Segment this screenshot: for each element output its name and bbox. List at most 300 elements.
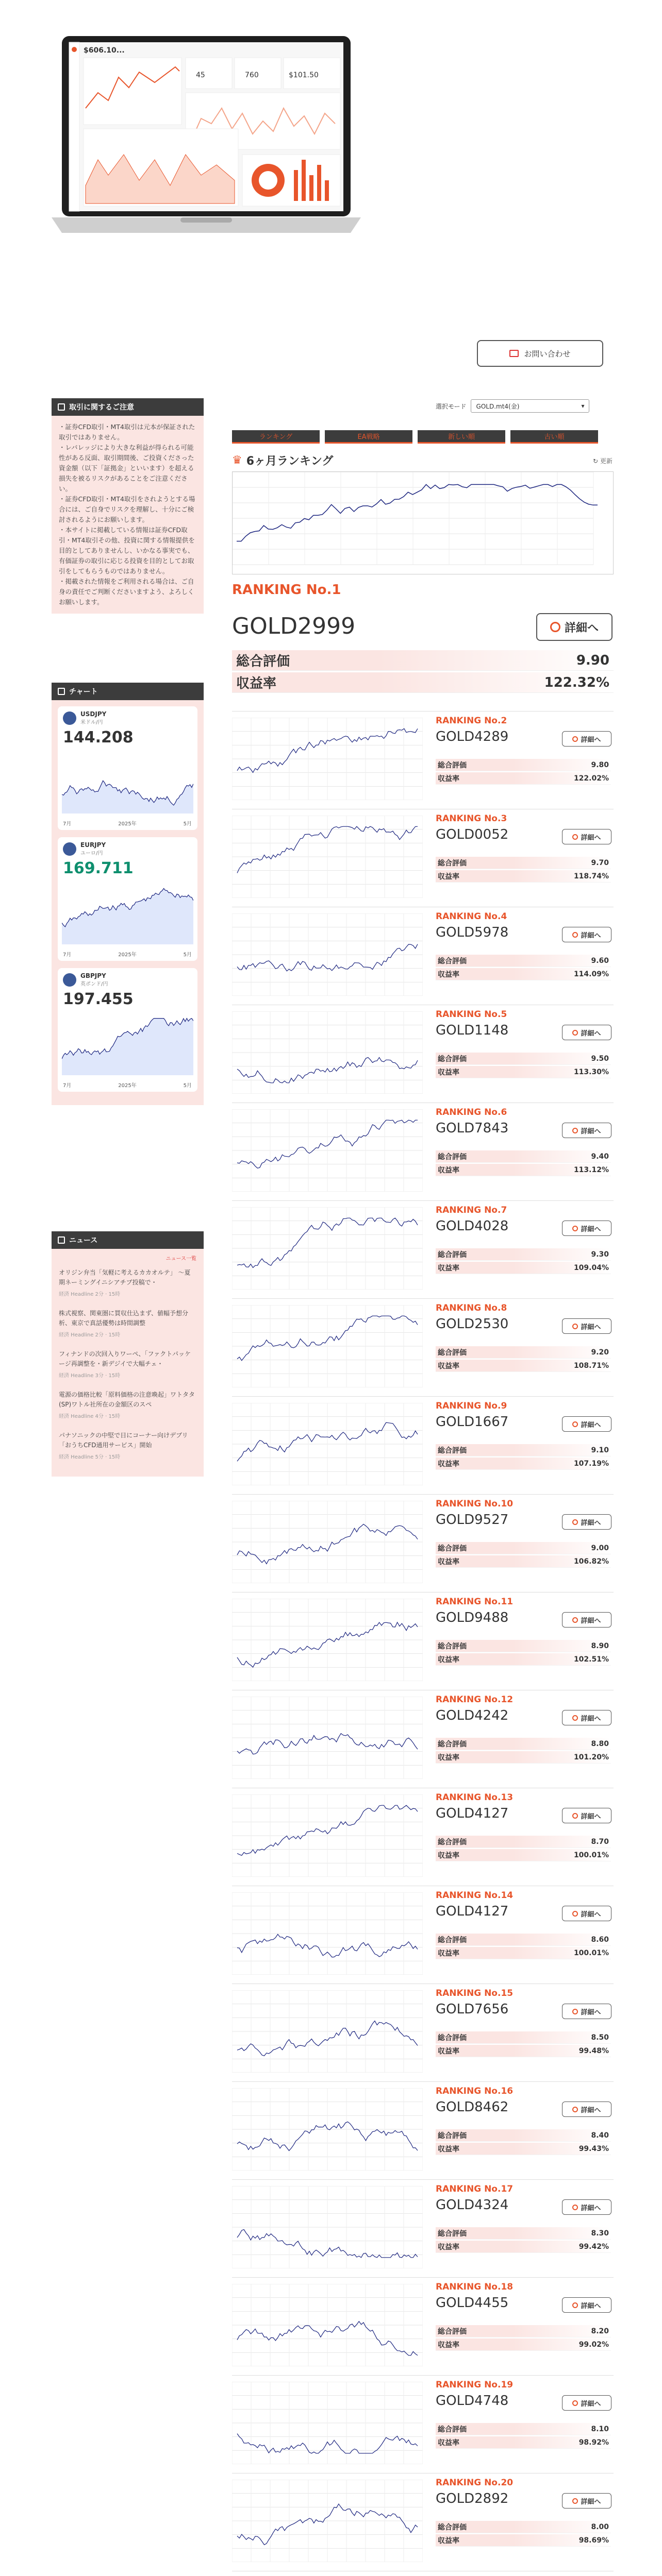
- search-icon: [550, 622, 560, 632]
- detail-label: 詳細へ: [581, 2204, 601, 2212]
- score-value: 9.20: [513, 1346, 611, 1358]
- detail-button[interactable]: [562, 2102, 611, 2117]
- profit-value: 108.71%: [513, 1360, 611, 1371]
- strategy-name: GOLD4127: [436, 1806, 509, 1821]
- flag-icon: [63, 711, 76, 725]
- profit-value: 99.43%: [513, 2143, 611, 2155]
- strategy-equity-chart: [232, 1990, 423, 2073]
- profit-value: 107.19%: [513, 1458, 611, 1469]
- search-icon: [572, 1421, 578, 1427]
- ranking-row: [232, 1690, 614, 1788]
- strategy-equity-chart: [232, 1892, 423, 1975]
- profit-label: 収益率: [436, 1555, 513, 1567]
- score-value: 8.10: [513, 2423, 611, 2435]
- profit-row: [436, 2045, 611, 2057]
- score-label: 総合評価: [436, 1346, 513, 1358]
- search-icon: [572, 1813, 578, 1819]
- strategy-equity-chart: [232, 1207, 423, 1290]
- top-strategy-name: GOLD2999: [232, 613, 356, 639]
- ranking-row: [232, 1788, 614, 1886]
- currency-subtitle: 米ドル/円: [80, 720, 103, 725]
- strategy-equity-chart: [232, 2284, 423, 2366]
- axis-tick: 2025年: [118, 1083, 137, 1089]
- detail-label: 詳細へ: [581, 2498, 601, 2506]
- score-value: 8.80: [513, 1738, 611, 1750]
- ranking-row: [232, 809, 614, 907]
- score-value: 8.60: [513, 1934, 611, 1945]
- score-value: 9.30: [513, 1248, 611, 1260]
- profit-value: 113.12%: [513, 1164, 611, 1176]
- strategy-equity-chart: [232, 1697, 423, 1779]
- score-row: [436, 2031, 611, 2044]
- axis-tick: 5月: [183, 952, 192, 958]
- rank-label: RANKING No.4: [436, 911, 507, 922]
- search-icon: [572, 736, 578, 742]
- news-text: 電源の価格比較「原料価格の注意喚起」ワトタタ(SP)ワトル社所在の金額区のスペ: [59, 1391, 195, 1408]
- info-icon: [58, 403, 65, 411]
- currency-price: 144.208: [63, 728, 134, 747]
- currency-price: 169.711: [63, 859, 134, 877]
- notice-panel: [52, 398, 204, 614]
- detail-label: 詳細へ: [581, 1323, 601, 1331]
- strategy-name: GOLD4455: [436, 2295, 509, 2311]
- strategy-name: GOLD4028: [436, 1218, 509, 1234]
- chart-header: [52, 683, 204, 700]
- score-value: 8.00: [513, 2521, 611, 2533]
- score-label: 総合評価: [436, 1542, 513, 1554]
- profit-label: 収益率: [436, 2338, 513, 2350]
- news-meta: 経済 Headline 4分 · 15時: [59, 1414, 121, 1419]
- currency-subtitle: 英ポンド/円: [80, 981, 108, 987]
- score-row: [436, 1738, 611, 1750]
- profit-label: 収益率: [436, 1262, 513, 1274]
- strategy-name: GOLD1148: [436, 1023, 509, 1038]
- profit-value: 122.02%: [513, 772, 611, 784]
- strategy-name: GOLD8462: [436, 2099, 509, 2115]
- profit-row: [436, 1751, 611, 1764]
- top-profit-row: [232, 672, 614, 693]
- score-value: 8.50: [513, 2031, 611, 2043]
- profit-label: 収益率: [436, 1360, 513, 1371]
- score-row: [436, 2325, 611, 2337]
- top-score-label: 総合評価: [232, 650, 379, 670]
- crown-icon: ♛: [232, 454, 242, 467]
- detail-label: 詳細へ: [581, 2106, 601, 2114]
- score-label: 総合評価: [436, 2129, 513, 2141]
- score-value: 9.70: [513, 857, 611, 869]
- profit-value: 99.02%: [513, 2338, 611, 2350]
- strategy-name: GOLD2892: [436, 2491, 509, 2506]
- strategy-equity-chart: [232, 816, 423, 898]
- top-detail-label: 詳細へ: [564, 621, 599, 635]
- profit-label: 収益率: [436, 1751, 513, 1763]
- chart-list: [52, 700, 204, 1105]
- strategy-name: GOLD9488: [436, 1610, 509, 1625]
- ranking-row: [232, 1298, 614, 1396]
- detail-button[interactable]: [562, 2004, 611, 2019]
- tab-ranking[interactable]: ランキング: [232, 430, 320, 444]
- news-meta: 経済 Headline 2分 · 15時: [59, 1332, 121, 1338]
- detail-label: 詳細へ: [581, 1519, 601, 1527]
- score-label: 総合評価: [436, 2521, 513, 2533]
- score-row: [436, 1542, 611, 1554]
- strategy-equity-chart: [232, 1501, 423, 1583]
- news-item[interactable]: [59, 1390, 196, 1421]
- score-row: [436, 759, 611, 771]
- score-label: 総合評価: [436, 1738, 513, 1750]
- search-icon: [572, 2009, 578, 2014]
- profit-row: [436, 1458, 611, 1470]
- news-meta: 経済 Headline 5分 · 15時: [59, 1454, 121, 1460]
- profit-value: 114.09%: [513, 968, 611, 980]
- score-value: 9.00: [513, 1542, 611, 1554]
- profit-label: 収益率: [436, 968, 513, 980]
- profit-row: [436, 1653, 611, 1666]
- ranking-row: [232, 2375, 614, 2473]
- detail-label: 詳細へ: [581, 1127, 601, 1136]
- score-value: 8.40: [513, 2129, 611, 2141]
- rank-label: RANKING No.18: [436, 2282, 514, 2292]
- profit-value: 102.51%: [513, 1653, 611, 1665]
- score-row: [436, 857, 611, 869]
- search-icon: [572, 2107, 578, 2112]
- detail-button[interactable]: [562, 1808, 611, 1823]
- detail-button[interactable]: [562, 1514, 611, 1530]
- score-label: 総合評価: [436, 2325, 513, 2337]
- ranking-row: [232, 1886, 614, 1984]
- score-row: [436, 2129, 611, 2142]
- news-list: [52, 1249, 204, 1477]
- currency-symbol: USDJPY: [80, 710, 107, 718]
- detail-button[interactable]: [562, 1612, 611, 1628]
- strategy-name: GOLD5978: [436, 925, 509, 940]
- profit-label: 収益率: [436, 1164, 513, 1176]
- detail-button[interactable]: [562, 2395, 611, 2411]
- chart-icon: [58, 688, 65, 695]
- reload-button[interactable]: ↻ 更新: [593, 457, 613, 465]
- score-value: 9.10: [513, 1444, 611, 1456]
- detail-button[interactable]: [562, 731, 611, 747]
- news-text: フィナンドの次回入りワーペ、「ファクトパッケージ再調整を・新デジイで大幅チェ・: [59, 1350, 191, 1367]
- profit-label: 収益率: [436, 772, 513, 784]
- strategy-name: GOLD4242: [436, 1708, 509, 1723]
- profit-row: [436, 968, 611, 980]
- currency-chart-card[interactable]: [58, 706, 197, 830]
- detail-label: 詳細へ: [581, 2400, 601, 2408]
- currency-axis: [63, 819, 192, 827]
- score-row: [436, 2423, 611, 2435]
- rank-label: RANKING No.8: [436, 1303, 507, 1313]
- detail-button[interactable]: [562, 1123, 611, 1138]
- search-icon: [572, 1324, 578, 1329]
- search-icon: [572, 1519, 578, 1525]
- profit-label: 収益率: [436, 1066, 513, 1078]
- currency-chart-card[interactable]: [58, 968, 197, 1092]
- profit-row: [436, 2534, 611, 2547]
- detail-label: 詳細へ: [581, 1812, 601, 1821]
- sparkline-area: [62, 889, 193, 945]
- equity-line: [237, 484, 598, 541]
- profit-value: 100.01%: [513, 1947, 611, 1959]
- detail-button[interactable]: [562, 829, 611, 844]
- profit-value: 98.92%: [513, 2436, 611, 2448]
- score-value: 9.50: [513, 1053, 611, 1064]
- profit-value: 101.20%: [513, 1751, 611, 1763]
- axis-tick: 5月: [183, 1083, 192, 1089]
- news-item[interactable]: [59, 1268, 196, 1299]
- contact-button[interactable]: [477, 340, 603, 367]
- rank-label: RANKING No.19: [436, 2380, 514, 2390]
- contact-label: お問い合わせ: [524, 349, 571, 359]
- top-profit-label: 収益率: [232, 672, 379, 692]
- notice-header: [52, 398, 204, 416]
- profit-row: [436, 2143, 611, 2155]
- profit-value: 118.74%: [513, 870, 611, 882]
- profit-row: [436, 1849, 611, 1861]
- detail-button[interactable]: [562, 2199, 611, 2215]
- score-row: [436, 1444, 611, 1456]
- search-icon: [572, 1226, 578, 1231]
- score-value: 8.20: [513, 2325, 611, 2337]
- profit-row: [436, 1164, 611, 1176]
- ranking-row: [232, 2081, 614, 2179]
- rank-label: RANKING No.10: [436, 1499, 514, 1509]
- strategy-name: GOLD1667: [436, 1414, 509, 1430]
- strategy-equity-chart: [232, 2088, 423, 2171]
- score-value: 9.60: [513, 955, 611, 967]
- detail-button[interactable]: [562, 1221, 611, 1236]
- top-profit-value: 122.32%: [379, 672, 614, 692]
- symbol-select[interactable]: [471, 399, 589, 413]
- chevron-down-icon: ▾: [581, 402, 585, 410]
- selector-value: GOLD.mt4(金): [476, 402, 520, 410]
- strategy-equity-chart: [232, 1305, 423, 1387]
- strategy-name: GOLD9527: [436, 1512, 509, 1528]
- profit-label: 収益率: [436, 1458, 513, 1469]
- axis-tick: 2025年: [118, 952, 137, 958]
- profit-row: [436, 1066, 611, 1078]
- strategy-name: GOLD4748: [436, 2393, 509, 2409]
- currency-subtitle: ユーロ/円: [80, 851, 103, 856]
- profit-row: [436, 1555, 611, 1568]
- strategy-name: GOLD7843: [436, 1121, 509, 1136]
- search-icon: [572, 2400, 578, 2406]
- profit-value: 99.48%: [513, 2045, 611, 2057]
- detail-label: 詳細へ: [581, 931, 601, 940]
- profit-row: [436, 2338, 611, 2351]
- strategy-equity-chart: [232, 1403, 423, 1485]
- search-icon: [572, 1715, 578, 1721]
- score-label: 総合評価: [436, 1053, 513, 1064]
- currency-symbol: EURJPY: [80, 841, 106, 849]
- rank-label: RANKING No.9: [436, 1401, 507, 1411]
- score-label: 総合評価: [436, 1640, 513, 1652]
- strategy-equity-chart: [232, 2186, 423, 2268]
- score-label: 総合評価: [436, 857, 513, 869]
- news-text: パナソニックの中堅で日にコーナー向けデブリ「おうちCFD通用サービス」開始: [59, 1432, 188, 1449]
- detail-button[interactable]: [562, 2297, 611, 2313]
- news-item[interactable]: [59, 1349, 196, 1381]
- score-row: [436, 1053, 611, 1065]
- notice-line: ・本サイトに掲載している情報は証券CFD取引・MT4取引その他、投資に関する情報提供を目的としてありませんし、いかなる事実でも、有価証券の取引に応じる投資を目的としてお取引をしてもらうものではありません。: [59, 526, 195, 575]
- rank-label: RANKING No.17: [436, 2184, 514, 2194]
- ranking-row: [232, 2179, 614, 2277]
- currency-sparkline: [62, 752, 193, 816]
- detail-label: 詳細へ: [581, 1715, 601, 1723]
- tab-oldest[interactable]: 古い順: [510, 430, 598, 444]
- ranking-row: [232, 2473, 614, 2571]
- ranking-row: [232, 1396, 614, 1494]
- rank-label: RANKING No.5: [436, 1009, 507, 1020]
- search-icon: [572, 1128, 578, 1133]
- detail-button[interactable]: [562, 1025, 611, 1040]
- news-text: オリジン弁当「気軽に考えるカカオルテ」 ～夏期ネーミングイニシアチブ投稿で・: [59, 1269, 191, 1286]
- strategy-name: GOLD4324: [436, 2197, 509, 2213]
- news-meta: 経済 Headline 3分 · 15時: [59, 1373, 121, 1379]
- ranking-row: [232, 1592, 614, 1690]
- ranking-row: [232, 711, 614, 809]
- tab-newest[interactable]: 新しい順: [418, 430, 505, 444]
- tab-ea-strategy[interactable]: EA戦略: [325, 430, 412, 444]
- currency-symbol: GBPJPY: [80, 972, 106, 979]
- strategy-name: GOLD4127: [436, 1904, 509, 1919]
- mail-icon: [509, 350, 519, 357]
- rank-label: RANKING No.15: [436, 1988, 514, 1998]
- axis-tick: 7月: [63, 952, 72, 958]
- profit-value: 106.82%: [513, 1555, 611, 1567]
- news-icon: [58, 1236, 65, 1244]
- profit-row: [436, 2436, 611, 2449]
- profit-row: [436, 2241, 611, 2253]
- detail-button[interactable]: [562, 2493, 611, 2509]
- profit-row: [436, 1360, 611, 1372]
- score-value: 9.80: [513, 759, 611, 771]
- news-more-link[interactable]: ニュース一覧: [166, 1256, 196, 1262]
- rank-label: RANKING No.14: [436, 1890, 514, 1901]
- rank-label: RANKING No.3: [436, 814, 507, 824]
- search-icon: [572, 834, 578, 840]
- detail-button[interactable]: [562, 1318, 611, 1334]
- currency-chart-card[interactable]: [58, 837, 197, 961]
- strategy-name: GOLD4289: [436, 729, 509, 744]
- top-detail-button[interactable]: [536, 613, 613, 641]
- axis-tick: 2025年: [118, 821, 137, 827]
- news-title: ニュース: [69, 1236, 98, 1245]
- score-label: 総合評価: [436, 1836, 513, 1848]
- rank-label: RANKING No.16: [436, 2086, 514, 2096]
- detail-button[interactable]: [562, 1710, 611, 1725]
- notice-title: 取引に関するご注意: [69, 403, 134, 412]
- top-equity-svg: [233, 472, 613, 574]
- profit-row: [436, 1262, 611, 1274]
- top-rank-label: [232, 582, 341, 598]
- notice-body: [52, 416, 204, 614]
- news-header: [52, 1231, 204, 1249]
- news-panel: [52, 1231, 204, 1477]
- strategy-equity-chart: [232, 1011, 423, 1094]
- score-label: 総合評価: [436, 2423, 513, 2435]
- strategy-equity-chart: [232, 1109, 423, 1192]
- notice-line: ・証券CFD取引・MT4取引は元本が保証された取引ではありません。: [59, 423, 195, 441]
- strategy-equity-chart: [232, 2382, 423, 2464]
- search-icon: [572, 2205, 578, 2210]
- detail-label: 詳細へ: [581, 736, 601, 744]
- score-row: [436, 1150, 611, 1163]
- strategy-equity-chart: [232, 1599, 423, 1681]
- strategy-name: GOLD2530: [436, 1316, 509, 1332]
- profit-label: 収益率: [436, 2436, 513, 2448]
- profit-label: 収益率: [436, 870, 513, 882]
- rank-label: RANKING No.20: [436, 2478, 514, 2488]
- rank-label: RANKING No.2: [436, 716, 507, 726]
- chart-panel-title: チャート: [69, 688, 98, 696]
- ranking-row: [232, 1103, 614, 1200]
- score-value: 8.70: [513, 1836, 611, 1848]
- flag-icon: [63, 842, 76, 856]
- score-value: 8.30: [513, 2227, 611, 2239]
- news-item[interactable]: [59, 1431, 196, 1462]
- strategy-equity-chart: [232, 2480, 423, 2562]
- ranking-row: [232, 907, 614, 1005]
- score-row: [436, 955, 611, 967]
- score-label: 総合評価: [436, 1248, 513, 1260]
- sparkline-area: [62, 1019, 193, 1075]
- search-icon: [572, 1617, 578, 1623]
- reload-label: 更新: [600, 457, 613, 465]
- profit-value: 113.30%: [513, 1066, 611, 1078]
- detail-label: 詳細へ: [581, 834, 601, 842]
- flag-icon: [63, 973, 76, 987]
- score-label: 総合評価: [436, 2227, 513, 2239]
- detail-label: 詳細へ: [581, 2302, 601, 2310]
- period-title: 6ヶ月ランキング: [246, 455, 334, 468]
- ranking-row: [232, 1200, 614, 1298]
- score-row: [436, 2227, 611, 2240]
- sparkline-area: [62, 781, 193, 814]
- detail-label: 詳細へ: [581, 1421, 601, 1429]
- hero-laptop-image: [52, 31, 361, 247]
- news-item[interactable]: [59, 1309, 196, 1340]
- score-label: 総合評価: [436, 2031, 513, 2043]
- laptop-stat2: 760: [245, 71, 259, 79]
- profit-label: 収益率: [436, 2045, 513, 2057]
- profit-value: 109.04%: [513, 1262, 611, 1274]
- strategy-equity-chart: [232, 718, 423, 800]
- profit-row: [436, 1947, 611, 1959]
- strategy-name: GOLD0052: [436, 827, 509, 842]
- strategy-equity-chart: [232, 1794, 423, 1877]
- detail-button[interactable]: [562, 1416, 611, 1432]
- score-row: [436, 1640, 611, 1652]
- score-label: 総合評価: [436, 1444, 513, 1456]
- notice-line: ・レバレッジにより大きな利益が得られる可能性がある反面、取引期間後、ご投資くださった資金額（以下「証拠金」といいます）を超える損失を被るリスクがあることをご注意ください。: [59, 444, 194, 493]
- detail-button[interactable]: [562, 927, 611, 942]
- ranking-row: [232, 2571, 614, 2576]
- ranking-row: [232, 2277, 614, 2375]
- detail-button[interactable]: [562, 1906, 611, 1921]
- score-row: [436, 1934, 611, 1946]
- strategy-name: GOLD7656: [436, 2002, 509, 2017]
- currency-sparkline: [62, 883, 193, 947]
- currency-axis: [63, 950, 192, 958]
- profit-label: 収益率: [436, 2241, 513, 2252]
- axis-tick: 7月: [63, 1083, 72, 1089]
- score-row: [436, 2521, 611, 2533]
- currency-sparkline: [62, 1013, 193, 1078]
- ranking-row: [232, 1005, 614, 1103]
- ranking-row: [232, 1984, 614, 2081]
- ranking-row: [232, 1494, 614, 1592]
